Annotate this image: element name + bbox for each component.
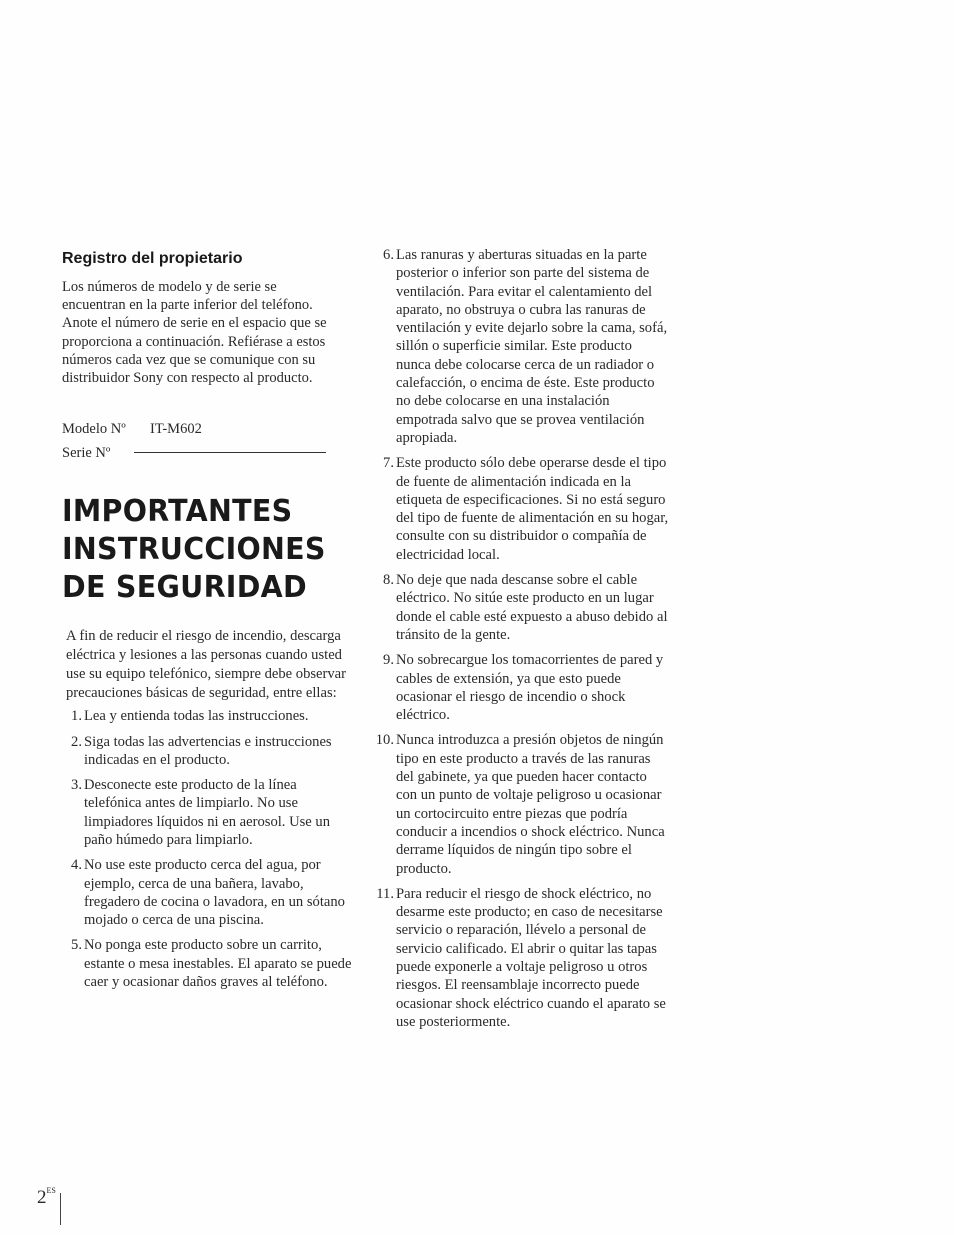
model-line bbox=[62, 417, 354, 441]
instruction-item bbox=[372, 246, 670, 447]
instructions-list-left bbox=[62, 707, 354, 991]
instruction-text: No ponga este producto sobre un carrito, estante o mesa inestables. El aparato se puede caer y ocasionar daños graves al teléfono. bbox=[84, 937, 352, 991]
page-number-value: 2 bbox=[37, 1187, 47, 1208]
owner-record-heading: Registro del propietario bbox=[62, 250, 243, 267]
instruction-item bbox=[372, 454, 670, 564]
page-language-code: ES bbox=[46, 1186, 56, 1195]
instruction-number: 8. bbox=[383, 572, 394, 589]
instruction-item bbox=[372, 731, 670, 877]
instruction-text: Desconecte este producto de la línea telefónica antes de limpiarlo. No use limpiadores líquidos ni en aerosol. Use un paño húmedo para limpiarlo. bbox=[84, 777, 331, 848]
instruction-number: 2. bbox=[71, 733, 82, 750]
instruction-number: 11. bbox=[376, 885, 394, 902]
left-column bbox=[62, 250, 354, 998]
owner-record-text: Los números de modelo y de serie se encuentran en la parte inferior del teléfono. Anote el número de serie en el espacio que se proporciona a continuación. Refiérase a estos números cada vez que se comunique con su distribuidor Sony con respecto al producto. bbox=[62, 279, 327, 387]
instruction-text: Lea y entienda todas las instrucciones. bbox=[84, 708, 309, 725]
model-value: IT-M602 bbox=[150, 421, 202, 438]
serial-line bbox=[62, 441, 354, 465]
instruction-text: No deje que nada descanse sobre el cable eléctrico. No sitúe este producto en un lugar donde el cable esté expuesto a abuso debido al tránsito de la gente. bbox=[396, 572, 668, 643]
model-serial-block bbox=[62, 417, 354, 465]
instruction-item bbox=[62, 733, 354, 770]
safety-intro: A fin de reducir el riesgo de incendio, descarga eléctrica y lesiones a las personas cuando usted use su equipo telefónico, siempre debe observar precauciones básicas de seguridad, entre ellas: bbox=[66, 628, 347, 702]
instruction-number: 4. bbox=[71, 857, 82, 874]
instruction-number: 5. bbox=[71, 937, 82, 954]
instruction-item bbox=[62, 936, 354, 991]
instruction-text: Siga todas las advertencias e instrucciones indicadas en el producto. bbox=[84, 733, 332, 768]
instruction-item bbox=[62, 776, 354, 849]
instruction-item bbox=[62, 856, 354, 929]
instruction-text: No use este producto cerca del agua, por ejemplo, cerca de una bañera, lavabo, fregadero de cocina o lavadora, en un sótano mojado o cerca de una piscina. bbox=[84, 857, 345, 929]
instruction-text: Para reducir el riesgo de shock eléctrico, no desarme este producto; en caso de necesitarse servicio o reparación, llévelo a personal de servicio calificado. El abrir o quitar las tapas puede exponerle a voltaje peligroso u otros riesgos. El reensamblaje incorrecto puede ocasionar shock eléctrico cuando el aparato se use posteriormente. bbox=[396, 885, 666, 1030]
title-line-3: DE SEGURIDAD bbox=[62, 570, 307, 606]
instruction-number: 7. bbox=[383, 455, 394, 472]
instruction-text: Este producto sólo debe operarse desde el tipo de fuente de alimentación indicada en la etiqueta de especificaciones. Si no está seguro del tipo de fuente de alimentación en su hogar, consulte con su distribuidor o compañía de electricidad local. bbox=[396, 455, 669, 563]
instruction-item bbox=[62, 707, 354, 725]
instruction-item bbox=[372, 651, 670, 724]
instruction-number: 6. bbox=[383, 247, 394, 263]
page-number-divider bbox=[60, 1193, 61, 1225]
instruction-number: 3. bbox=[71, 777, 82, 794]
serial-blank-rule bbox=[134, 451, 326, 453]
instruction-text: No sobrecargue los tomacorrientes de pared y cables de extensión, ya que esto puede ocasionar el riesgo de incendio o shock eléctrico. bbox=[396, 652, 664, 724]
instruction-number: 10. bbox=[375, 732, 394, 749]
right-column bbox=[372, 246, 670, 1038]
safety-title bbox=[62, 493, 354, 607]
model-label: Modelo Nº bbox=[62, 421, 126, 438]
page-number bbox=[37, 1186, 56, 1209]
instruction-number: 1. bbox=[71, 708, 82, 725]
serial-label: Serie Nº bbox=[62, 445, 111, 462]
instruction-number: 9. bbox=[383, 652, 394, 669]
instruction-text: Nunca introduzca a presión objetos de ningún tipo en este producto a través de las ranuras del gabinete, ya que pueden hacer contacto con un punto de voltaje peligroso u ocasionar un cortocircuito entre piezas que podría conducir a incendios o shock eléctrico. Nunca derrame líquidos de ningún tipo sobre el producto. bbox=[396, 732, 665, 877]
title-line-2: INSTRUCCIONES bbox=[62, 532, 326, 568]
instruction-item bbox=[372, 571, 670, 644]
title-line-1: IMPORTANTES bbox=[62, 494, 293, 530]
instruction-item bbox=[372, 885, 670, 1031]
instruction-text: Las ranuras y aberturas situadas en la parte posterior o inferior son parte del sistema de ventilación. Para evitar el calentamiento del aparato, no obstruya o cubra las ranuras de ventilación y evite dejarlo sobre la cama, sofá, sillón o superficie similar. Este producto nunca debe colocarse cerca de un radiador o calefacción, o encima de éste. Este producto no debe colocarse en una instalación empotrada salvo que se provea ventilación apropiada. bbox=[396, 247, 668, 446]
instructions-list-right bbox=[372, 246, 670, 1031]
